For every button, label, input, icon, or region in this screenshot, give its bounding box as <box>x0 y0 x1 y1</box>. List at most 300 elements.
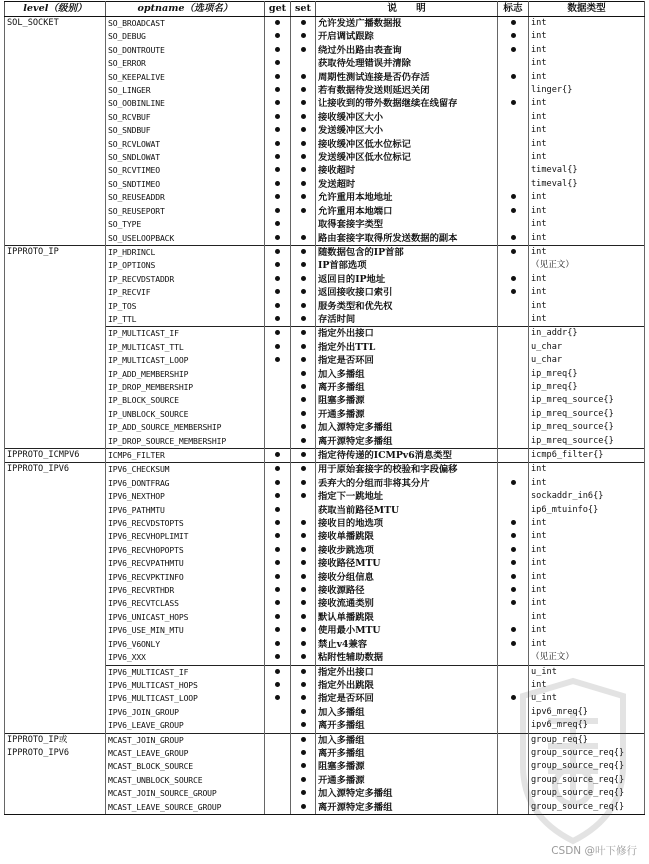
cell-flag <box>498 97 529 110</box>
set-bullet <box>301 357 306 362</box>
cell-data-type: ip_mreq{} <box>529 381 645 394</box>
cell-get <box>265 218 291 231</box>
cell-description: 接收分组信息 <box>316 571 498 584</box>
table-row <box>5 232 645 246</box>
set-bullet <box>301 614 306 619</box>
cell-level <box>5 477 106 490</box>
cell-flag <box>498 300 529 313</box>
cell-description: 指定外出TTL <box>316 341 498 354</box>
set-bullet <box>301 669 306 674</box>
set-bullet <box>301 47 306 52</box>
cell-set <box>291 151 316 164</box>
set-bullet <box>301 587 306 592</box>
flag-bullet <box>511 560 516 565</box>
cell-description: 获取待处理错误并清除 <box>316 57 498 70</box>
cell-optname: MCAST_LEAVE_GROUP <box>106 747 265 760</box>
set-bullet <box>301 20 306 25</box>
cell-flag <box>498 205 529 218</box>
cell-level: SOL_SOCKET <box>5 17 106 31</box>
set-bullet <box>301 303 306 308</box>
cell-optname: IP_ADD_MEMBERSHIP <box>106 368 265 381</box>
cell-optname: MCAST_JOIN_GROUP <box>106 733 265 747</box>
cell-optname: MCAST_BLOCK_SOURCE <box>106 760 265 773</box>
cell-level <box>5 313 106 327</box>
cell-get <box>265 597 291 610</box>
cell-description: 让接收到的带外数据继续在线留存 <box>316 97 498 110</box>
table-row <box>5 286 645 299</box>
cell-flag <box>498 394 529 407</box>
set-bullet <box>301 74 306 79</box>
table-row <box>5 651 645 665</box>
cell-get <box>265 245 291 259</box>
set-bullet <box>301 276 306 281</box>
cell-set <box>291 679 316 692</box>
cell-flag <box>498 218 529 231</box>
cell-data-type: int <box>529 191 645 204</box>
set-bullet <box>301 316 306 321</box>
flag-bullet <box>511 587 516 592</box>
cell-description: 接收步跳选项 <box>316 544 498 557</box>
cell-data-type: int <box>529 517 645 530</box>
cell-flag <box>498 774 529 787</box>
cell-set <box>291 733 316 747</box>
get-bullet <box>275 221 280 226</box>
cell-level <box>5 368 106 381</box>
cell-data-type: int <box>529 97 645 110</box>
cell-get <box>265 747 291 760</box>
cell-data-type: int <box>529 544 645 557</box>
set-bullet <box>301 627 306 632</box>
table-row <box>5 341 645 354</box>
set-bullet <box>301 480 306 485</box>
cell-description: 随数据包含的IP首部 <box>316 245 498 259</box>
cell-get <box>265 17 291 31</box>
header-data-type: 数据类型 <box>529 2 645 17</box>
cell-description: 接收源路径 <box>316 584 498 597</box>
cell-set <box>291 651 316 665</box>
cell-level <box>5 679 106 692</box>
cell-level <box>5 164 106 177</box>
flag-bullet <box>511 641 516 646</box>
table-row <box>5 124 645 137</box>
cell-data-type: ip_mreq_source{} <box>529 435 645 449</box>
cell-data-type: int <box>529 111 645 124</box>
cell-get <box>265 178 291 191</box>
cell-description: 禁止v4兼容 <box>316 638 498 651</box>
cell-set <box>291 801 316 815</box>
set-bullet <box>301 114 306 119</box>
cell-data-type: int <box>529 679 645 692</box>
cell-data-type: linger{} <box>529 84 645 97</box>
cell-get <box>265 111 291 124</box>
table-row <box>5 638 645 651</box>
cell-optname: SO_REUSEADDR <box>106 191 265 204</box>
cell-data-type: int <box>529 273 645 286</box>
table-row <box>5 394 645 407</box>
cell-get <box>265 57 291 70</box>
cell-get <box>265 801 291 815</box>
cell-set <box>291 286 316 299</box>
set-bullet <box>301 520 306 525</box>
set-bullet <box>301 371 306 376</box>
cell-level <box>5 530 106 543</box>
cell-flag <box>498 232 529 246</box>
table-row <box>5 449 645 463</box>
cell-get <box>265 463 291 477</box>
cell-description: 开通多播源 <box>316 408 498 421</box>
set-bullet <box>301 763 306 768</box>
table-row <box>5 421 645 434</box>
cell-description: 指定外出跳限 <box>316 679 498 692</box>
cell-set <box>291 435 316 449</box>
cell-set <box>291 557 316 570</box>
cell-level <box>5 354 106 367</box>
flag-bullet <box>511 74 516 79</box>
cell-get <box>265 232 291 246</box>
cell-flag <box>498 191 529 204</box>
cell-level <box>5 232 106 246</box>
table-row <box>5 665 645 679</box>
set-bullet <box>301 737 306 742</box>
cell-data-type: group_source_req{} <box>529 747 645 760</box>
table-row <box>5 463 645 477</box>
cell-optname: IPV6_RECVDSTOPTS <box>106 517 265 530</box>
cell-data-type: int <box>529 57 645 70</box>
cell-flag <box>498 651 529 665</box>
cell-set <box>291 463 316 477</box>
cell-flag <box>498 544 529 557</box>
cell-flag <box>498 449 529 463</box>
cell-optname: SO_TYPE <box>106 218 265 231</box>
flag-bullet <box>511 194 516 199</box>
cell-flag <box>498 124 529 137</box>
set-bullet <box>301 330 306 335</box>
cell-description: 指定是否环回 <box>316 692 498 705</box>
cell-description: 发送缓冲区大小 <box>316 124 498 137</box>
cell-description: 离开源特定多播组 <box>316 801 498 815</box>
cell-get <box>265 164 291 177</box>
cell-level: IPPROTO_IPV6 <box>5 747 106 760</box>
cell-flag <box>498 638 529 651</box>
get-bullet <box>275 289 280 294</box>
table-row <box>5 733 645 747</box>
cell-level <box>5 544 106 557</box>
cell-level <box>5 801 106 815</box>
cell-level <box>5 394 106 407</box>
cell-description: 指定是否环回 <box>316 354 498 367</box>
cell-set <box>291 191 316 204</box>
cell-data-type: group_source_req{} <box>529 801 645 815</box>
cell-flag <box>498 178 529 191</box>
cell-optname: IP_HDRINCL <box>106 245 265 259</box>
cell-description: 周期性测试连接是否仍存活 <box>316 71 498 84</box>
cell-set <box>291 706 316 719</box>
table-row <box>5 597 645 610</box>
cell-optname: SO_OOBINLINE <box>106 97 265 110</box>
cell-set <box>291 17 316 31</box>
cell-get <box>265 408 291 421</box>
get-bullet <box>275 641 280 646</box>
cell-set <box>291 490 316 503</box>
cell-get <box>265 327 291 341</box>
table-row <box>5 719 645 733</box>
table-row <box>5 44 645 57</box>
cell-optname: IPV6_JOIN_GROUP <box>106 706 265 719</box>
get-bullet <box>275 560 280 565</box>
cell-flag <box>498 435 529 449</box>
cell-get <box>265 706 291 719</box>
cell-description: 离开源特定多播组 <box>316 435 498 449</box>
cell-description: 获取当前路径MTU <box>316 504 498 517</box>
cell-description: 存活时间 <box>316 313 498 327</box>
get-bullet <box>275 547 280 552</box>
set-bullet <box>301 722 306 727</box>
cell-set <box>291 205 316 218</box>
table-row <box>5 760 645 773</box>
cell-get <box>265 71 291 84</box>
cell-optname: SO_KEEPALIVE <box>106 71 265 84</box>
set-bullet <box>301 181 306 186</box>
table-row <box>5 327 645 341</box>
cell-optname: SO_BROADCAST <box>106 17 265 31</box>
cell-optname: IP_MULTICAST_IF <box>106 327 265 341</box>
cell-get <box>265 151 291 164</box>
cell-set <box>291 381 316 394</box>
get-bullet <box>275 695 280 700</box>
cell-flag <box>498 44 529 57</box>
cell-data-type: int <box>529 584 645 597</box>
get-bullet <box>275 614 280 619</box>
cell-optname: SO_USELOOPBACK <box>106 232 265 246</box>
cell-flag <box>498 747 529 760</box>
cell-flag <box>498 490 529 503</box>
table-row <box>5 151 645 164</box>
cell-level <box>5 97 106 110</box>
get-bullet <box>275 507 280 512</box>
cell-flag <box>498 557 529 570</box>
cell-level <box>5 490 106 503</box>
flag-bullet <box>511 100 516 105</box>
cell-flag <box>498 584 529 597</box>
table-row <box>5 178 645 191</box>
cell-optname: IP_TTL <box>106 313 265 327</box>
cell-flag <box>498 354 529 367</box>
cell-get <box>265 571 291 584</box>
get-bullet <box>275 100 280 105</box>
cell-data-type: int <box>529 463 645 477</box>
cell-level <box>5 624 106 637</box>
cell-get <box>265 354 291 367</box>
table-row <box>5 205 645 218</box>
cell-data-type: u_char <box>529 354 645 367</box>
set-bullet <box>301 411 306 416</box>
cell-level <box>5 327 106 341</box>
cell-level <box>5 692 106 705</box>
cell-description: 加入多播组 <box>316 733 498 747</box>
cell-description: 用于原始套接字的校验和字段偏移 <box>316 463 498 477</box>
cell-data-type: ipv6_mreq{} <box>529 706 645 719</box>
cell-get <box>265 273 291 286</box>
cell-description: 开通多播源 <box>316 774 498 787</box>
set-bullet <box>301 682 306 687</box>
flag-bullet <box>511 249 516 254</box>
set-bullet <box>301 438 306 443</box>
cell-level <box>5 638 106 651</box>
cell-flag <box>498 84 529 97</box>
cell-flag <box>498 151 529 164</box>
cell-description: 取得套接字类型 <box>316 218 498 231</box>
table-row <box>5 354 645 367</box>
cell-set <box>291 218 316 231</box>
cell-data-type: int <box>529 71 645 84</box>
cell-level <box>5 408 106 421</box>
cell-set <box>291 719 316 733</box>
cell-get <box>265 638 291 651</box>
set-bullet <box>301 574 306 579</box>
cell-set <box>291 44 316 57</box>
set-bullet <box>301 235 306 240</box>
cell-level <box>5 435 106 449</box>
set-bullet <box>301 560 306 565</box>
cell-level <box>5 421 106 434</box>
cell-data-type: int <box>529 597 645 610</box>
table-row <box>5 218 645 231</box>
set-bullet <box>301 194 306 199</box>
cell-level <box>5 44 106 57</box>
cell-flag <box>498 421 529 434</box>
table-header-row <box>5 2 645 17</box>
cell-optname: IP_MULTICAST_LOOP <box>106 354 265 367</box>
flag-bullet <box>511 695 516 700</box>
cell-level <box>5 517 106 530</box>
cell-description: 离开多播组 <box>316 381 498 394</box>
cell-optname: IPV6_USE_MIN_MTU <box>106 624 265 637</box>
cell-data-type: （见正文） <box>529 259 645 272</box>
table-row <box>5 408 645 421</box>
table-body <box>5 17 645 815</box>
cell-flag <box>498 164 529 177</box>
cell-level <box>5 504 106 517</box>
cell-data-type: int <box>529 300 645 313</box>
cell-optname: MCAST_UNBLOCK_SOURCE <box>106 774 265 787</box>
cell-level <box>5 205 106 218</box>
cell-data-type: int <box>529 638 645 651</box>
set-bullet <box>301 33 306 38</box>
cell-set <box>291 408 316 421</box>
set-bullet <box>301 750 306 755</box>
cell-description: 若有数据待发送则延迟关闭 <box>316 84 498 97</box>
get-bullet <box>275 587 280 592</box>
cell-description: 允许发送广播数据报 <box>316 17 498 31</box>
table-row <box>5 801 645 815</box>
get-bullet <box>275 20 280 25</box>
cell-description: 丢弃大的分组而非将其分片 <box>316 477 498 490</box>
cell-level <box>5 138 106 151</box>
cell-description: 接收单播跳限 <box>316 530 498 543</box>
cell-optname: IPV6_CHECKSUM <box>106 463 265 477</box>
get-bullet <box>275 493 280 498</box>
cell-get <box>265 286 291 299</box>
get-bullet <box>275 669 280 674</box>
cell-description: 绕过外出路由表查询 <box>316 44 498 57</box>
cell-set <box>291 584 316 597</box>
cell-get <box>265 84 291 97</box>
cell-get <box>265 651 291 665</box>
cell-level <box>5 557 106 570</box>
cell-set <box>291 571 316 584</box>
cell-level <box>5 191 106 204</box>
flag-bullet <box>511 547 516 552</box>
cell-data-type: int <box>529 624 645 637</box>
cell-set <box>291 477 316 490</box>
cell-optname: IPV6_XXX <box>106 651 265 665</box>
cell-get <box>265 191 291 204</box>
cell-flag <box>498 801 529 815</box>
table-row <box>5 57 645 70</box>
cell-optname: SO_RCVBUF <box>106 111 265 124</box>
cell-description: 返回目的IP地址 <box>316 273 498 286</box>
cell-level <box>5 719 106 733</box>
cell-set <box>291 530 316 543</box>
cell-description: 粘附性辅助数据 <box>316 651 498 665</box>
table-row <box>5 273 645 286</box>
flag-bullet <box>511 276 516 281</box>
cell-optname: IPV6_RECVHOPLIMIT <box>106 530 265 543</box>
cell-description: IP首部选项 <box>316 259 498 272</box>
cell-description: 发送缓冲区低水位标记 <box>316 151 498 164</box>
cell-data-type: int <box>529 477 645 490</box>
set-bullet <box>301 249 306 254</box>
set-bullet <box>301 777 306 782</box>
cell-flag <box>498 341 529 354</box>
cell-data-type: ip_mreq{} <box>529 368 645 381</box>
flag-bullet <box>511 480 516 485</box>
get-bullet <box>275 654 280 659</box>
cell-optname: IP_DROP_MEMBERSHIP <box>106 381 265 394</box>
cell-flag <box>498 408 529 421</box>
cell-description: 离开多播组 <box>316 747 498 760</box>
cell-set <box>291 611 316 624</box>
cell-data-type: int <box>529 611 645 624</box>
cell-optname: IPV6_RECVRTHDR <box>106 584 265 597</box>
cell-flag <box>498 273 529 286</box>
cell-description: 发送超时 <box>316 178 498 191</box>
cell-get <box>265 259 291 272</box>
cell-set <box>291 232 316 246</box>
cell-data-type: in_addr{} <box>529 327 645 341</box>
cell-description: 接收路径MTU <box>316 557 498 570</box>
cell-data-type: ip_mreq_source{} <box>529 408 645 421</box>
cell-set <box>291 327 316 341</box>
cell-data-type: int <box>529 138 645 151</box>
table-row <box>5 164 645 177</box>
get-bullet <box>275 480 280 485</box>
cell-get <box>265 368 291 381</box>
cell-get <box>265 760 291 773</box>
flag-bullet <box>511 289 516 294</box>
cell-data-type: int <box>529 313 645 327</box>
cell-get <box>265 341 291 354</box>
get-bullet <box>275 276 280 281</box>
get-bullet <box>275 181 280 186</box>
cell-optname: SO_REUSEPORT <box>106 205 265 218</box>
cell-set <box>291 760 316 773</box>
set-bullet <box>301 424 306 429</box>
cell-level <box>5 706 106 719</box>
cell-description: 服务类型和优先权 <box>316 300 498 313</box>
cell-optname: SO_ERROR <box>106 57 265 70</box>
cell-flag <box>498 381 529 394</box>
